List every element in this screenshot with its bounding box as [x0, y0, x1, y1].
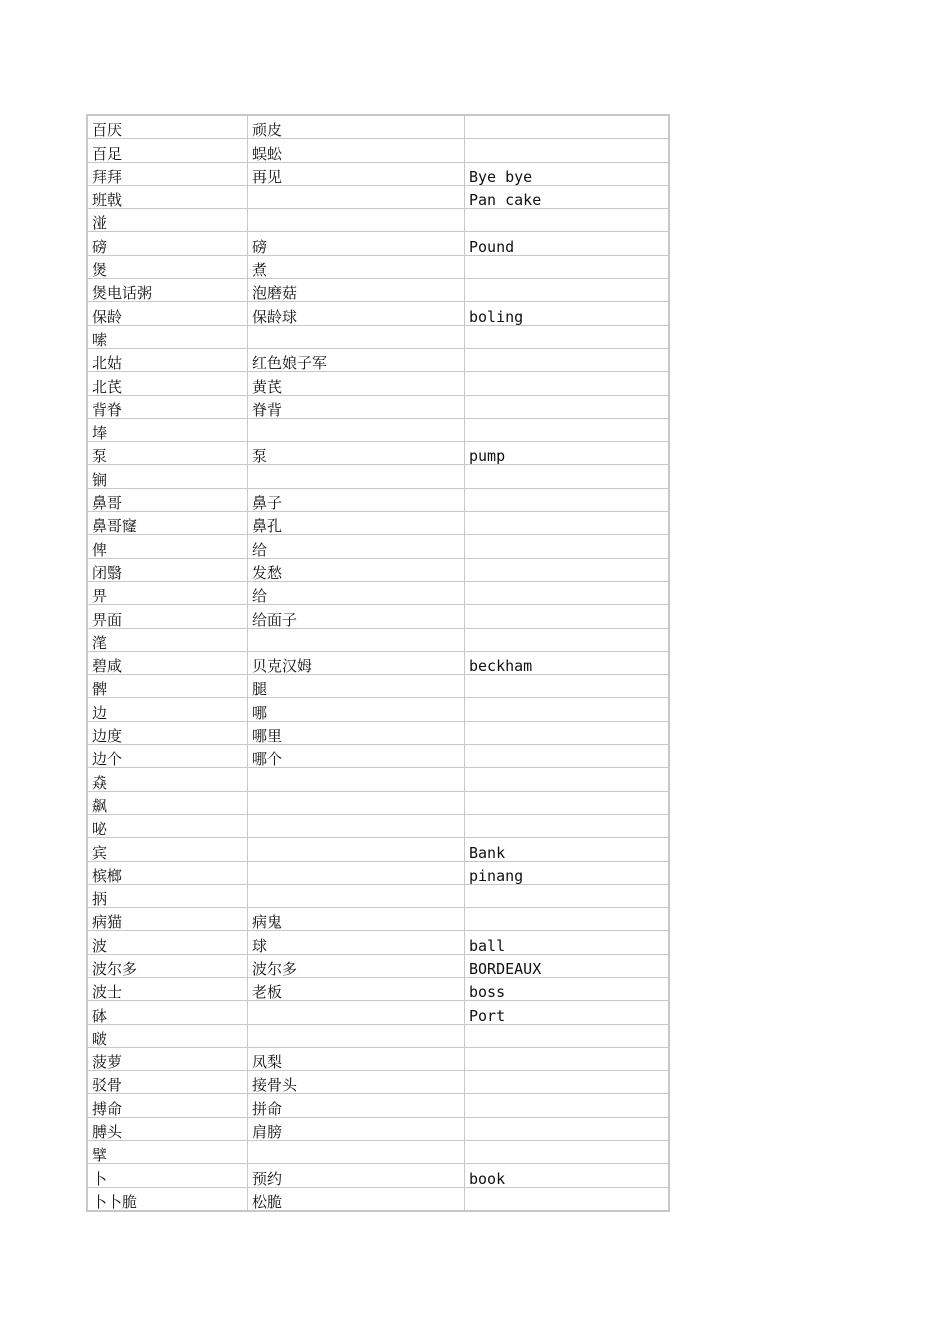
cantonese-term-cell[interactable]: 波尔多: [87, 954, 248, 977]
table-row: [87, 884, 669, 907]
table-row: [87, 698, 669, 721]
english-term-cell[interactable]: [465, 255, 670, 278]
cantonese-term-cell[interactable]: 槟榔: [87, 861, 248, 884]
table-row: [87, 1024, 669, 1047]
cantonese-term-cell[interactable]: 嗦: [87, 325, 248, 348]
english-term-cell[interactable]: [465, 395, 670, 418]
table-row: [87, 418, 669, 441]
english-term-cell[interactable]: [465, 325, 670, 348]
cantonese-term-cell[interactable]: 煲: [87, 255, 248, 278]
english-term-cell[interactable]: Pan cake: [465, 185, 670, 208]
mandarin-term-cell[interactable]: 鼻孔: [248, 512, 465, 535]
table-row: [87, 348, 669, 371]
english-term-cell[interactable]: boling: [465, 302, 670, 325]
mandarin-term-cell[interactable]: 肩膀: [248, 1117, 465, 1140]
table-row: [87, 395, 669, 418]
mandarin-term-cell[interactable]: 拼命: [248, 1094, 465, 1117]
mandarin-term-cell[interactable]: 病鬼: [248, 908, 465, 931]
english-term-cell[interactable]: [465, 418, 670, 441]
english-term-cell[interactable]: [465, 1141, 670, 1164]
cantonese-term-cell[interactable]: 锎: [87, 465, 248, 488]
cantonese-term-cell[interactable]: 卜卜脆: [87, 1187, 248, 1211]
english-term-cell[interactable]: [465, 279, 670, 302]
cantonese-term-cell[interactable]: 北芪: [87, 372, 248, 395]
cantonese-term-cell[interactable]: 宾: [87, 838, 248, 861]
cantonese-term-cell[interactable]: 飙: [87, 791, 248, 814]
table-row: [87, 931, 669, 954]
table-row: [87, 512, 669, 535]
table-row: [87, 908, 669, 931]
table-row: [87, 745, 669, 768]
table-row: [87, 838, 669, 861]
mandarin-term-cell[interactable]: 预约: [248, 1164, 465, 1187]
mandarin-term-cell[interactable]: [248, 185, 465, 208]
table-row: [87, 1117, 669, 1140]
english-term-cell[interactable]: Bank: [465, 838, 670, 861]
english-term-cell[interactable]: boss: [465, 977, 670, 1000]
english-term-cell[interactable]: [465, 745, 670, 768]
mandarin-term-cell[interactable]: 松脆: [248, 1187, 465, 1211]
mandarin-term-cell[interactable]: 哪里: [248, 721, 465, 744]
mandarin-term-cell[interactable]: 贝克汉姆: [248, 651, 465, 674]
english-term-cell[interactable]: [465, 675, 670, 698]
mandarin-term-cell[interactable]: [248, 1024, 465, 1047]
mandarin-term-cell[interactable]: [248, 209, 465, 232]
cantonese-term-cell[interactable]: 边: [87, 698, 248, 721]
cantonese-term-cell[interactable]: 卜: [87, 1164, 248, 1187]
cantonese-term-cell[interactable]: 班戟: [87, 185, 248, 208]
table-row: [87, 255, 669, 278]
mandarin-term-cell[interactable]: 给: [248, 581, 465, 604]
mandarin-term-cell[interactable]: 哪个: [248, 745, 465, 768]
table-row: [87, 442, 669, 465]
mandarin-term-cell[interactable]: 磅: [248, 232, 465, 255]
table-row: [87, 372, 669, 395]
english-term-cell[interactable]: pump: [465, 442, 670, 465]
glossary-table: [86, 114, 670, 1212]
table-row: [87, 791, 669, 814]
mandarin-term-cell[interactable]: [248, 628, 465, 651]
cantonese-term-cell[interactable]: 擘: [87, 1141, 248, 1164]
mandarin-term-cell[interactable]: [248, 884, 465, 907]
cantonese-term-cell[interactable]: 碧咸: [87, 651, 248, 674]
table-row: [87, 768, 669, 791]
english-term-cell[interactable]: [465, 558, 670, 581]
mandarin-term-cell[interactable]: 老板: [248, 977, 465, 1000]
cantonese-term-cell[interactable]: 拜拜: [87, 162, 248, 185]
cantonese-term-cell[interactable]: 边度: [87, 721, 248, 744]
cantonese-term-cell[interactable]: 波: [87, 931, 248, 954]
english-term-cell[interactable]: [465, 698, 670, 721]
mandarin-term-cell[interactable]: 再见: [248, 162, 465, 185]
table-row: [87, 139, 669, 162]
cantonese-term-cell[interactable]: 搏命: [87, 1094, 248, 1117]
table-row: [87, 651, 669, 674]
mandarin-term-cell[interactable]: [248, 1001, 465, 1024]
mandarin-term-cell[interactable]: 泡磨菇: [248, 279, 465, 302]
cantonese-term-cell[interactable]: 泵: [87, 442, 248, 465]
table-row: [87, 1047, 669, 1070]
english-term-cell[interactable]: [465, 209, 670, 232]
english-term-cell[interactable]: pinang: [465, 861, 670, 884]
cantonese-term-cell[interactable]: 抦: [87, 884, 248, 907]
english-term-cell[interactable]: [465, 1071, 670, 1094]
english-term-cell[interactable]: [465, 535, 670, 558]
table-row: [87, 1071, 669, 1094]
table-row: [87, 465, 669, 488]
table-row: [87, 721, 669, 744]
english-term-cell[interactable]: book: [465, 1164, 670, 1187]
english-term-cell[interactable]: [465, 581, 670, 604]
english-term-cell[interactable]: [465, 348, 670, 371]
english-term-cell[interactable]: [465, 814, 670, 837]
english-term-cell[interactable]: [465, 605, 670, 628]
cantonese-term-cell[interactable]: 边个: [87, 745, 248, 768]
cantonese-term-cell[interactable]: 驳骨: [87, 1071, 248, 1094]
table-row: [87, 209, 669, 232]
english-term-cell[interactable]: Port: [465, 1001, 670, 1024]
cantonese-term-cell[interactable]: 砵: [87, 1001, 248, 1024]
english-term-cell[interactable]: [465, 1047, 670, 1070]
glossary-table-body: [87, 115, 669, 1211]
mandarin-term-cell[interactable]: 哪: [248, 698, 465, 721]
cantonese-term-cell[interactable]: 菠萝: [87, 1047, 248, 1070]
table-row: [87, 325, 669, 348]
cantonese-term-cell[interactable]: 畀面: [87, 605, 248, 628]
english-term-cell[interactable]: beckham: [465, 651, 670, 674]
english-term-cell[interactable]: [465, 1024, 670, 1047]
table-row: [87, 302, 669, 325]
cantonese-term-cell[interactable]: 膊头: [87, 1117, 248, 1140]
cantonese-term-cell[interactable]: 百厌: [87, 115, 248, 139]
english-term-cell[interactable]: [465, 908, 670, 931]
cantonese-term-cell[interactable]: 髀: [87, 675, 248, 698]
mandarin-term-cell[interactable]: 泵: [248, 442, 465, 465]
english-term-cell[interactable]: [465, 1117, 670, 1140]
table-row: [87, 977, 669, 1000]
mandarin-term-cell[interactable]: 黄芪: [248, 372, 465, 395]
cantonese-term-cell[interactable]: 背脊: [87, 395, 248, 418]
mandarin-term-cell[interactable]: 红色娘子军: [248, 348, 465, 371]
mandarin-term-cell[interactable]: 脊背: [248, 395, 465, 418]
cantonese-term-cell[interactable]: 波士: [87, 977, 248, 1000]
english-term-cell[interactable]: [465, 488, 670, 511]
table-row: [87, 605, 669, 628]
cantonese-term-cell[interactable]: 咇: [87, 814, 248, 837]
table-row: [87, 1094, 669, 1117]
cantonese-term-cell[interactable]: 北姑: [87, 348, 248, 371]
table-row: [87, 558, 669, 581]
table-row: [87, 279, 669, 302]
english-term-cell[interactable]: [465, 139, 670, 162]
cantonese-term-cell[interactable]: 百足: [87, 139, 248, 162]
mandarin-term-cell[interactable]: 给: [248, 535, 465, 558]
table-row: [87, 162, 669, 185]
mandarin-term-cell[interactable]: 腿: [248, 675, 465, 698]
cantonese-term-cell[interactable]: 磅: [87, 232, 248, 255]
table-row: [87, 488, 669, 511]
english-term-cell[interactable]: [465, 721, 670, 744]
mandarin-term-cell[interactable]: [248, 814, 465, 837]
mandarin-term-cell[interactable]: [248, 418, 465, 441]
table-row: [87, 185, 669, 208]
cantonese-term-cell[interactable]: 闭翳: [87, 558, 248, 581]
mandarin-term-cell[interactable]: [248, 791, 465, 814]
english-term-cell[interactable]: [465, 768, 670, 791]
table-row: [87, 535, 669, 558]
mandarin-term-cell[interactable]: 鼻子: [248, 488, 465, 511]
cantonese-term-cell[interactable]: 猋: [87, 768, 248, 791]
table-row: [87, 581, 669, 604]
mandarin-term-cell[interactable]: [248, 465, 465, 488]
english-term-cell[interactable]: [465, 1094, 670, 1117]
table-row: [87, 1001, 669, 1024]
english-term-cell[interactable]: [465, 512, 670, 535]
cantonese-term-cell[interactable]: 畀: [87, 581, 248, 604]
cantonese-term-cell[interactable]: 鼻哥: [87, 488, 248, 511]
cantonese-term-cell[interactable]: 湴: [87, 209, 248, 232]
english-term-cell[interactable]: BORDEAUX: [465, 954, 670, 977]
english-term-cell[interactable]: [465, 791, 670, 814]
cantonese-term-cell[interactable]: 保龄: [87, 302, 248, 325]
table-row: [87, 1187, 669, 1211]
table-row: [87, 628, 669, 651]
english-term-cell[interactable]: [465, 115, 670, 139]
mandarin-term-cell[interactable]: 发愁: [248, 558, 465, 581]
mandarin-term-cell[interactable]: 煮: [248, 255, 465, 278]
table-row: [87, 861, 669, 884]
mandarin-term-cell[interactable]: 保龄球: [248, 302, 465, 325]
mandarin-term-cell[interactable]: [248, 861, 465, 884]
english-term-cell[interactable]: Pound: [465, 232, 670, 255]
mandarin-term-cell[interactable]: 球: [248, 931, 465, 954]
cantonese-term-cell[interactable]: 啵: [87, 1024, 248, 1047]
mandarin-term-cell[interactable]: 顽皮: [248, 115, 465, 139]
mandarin-term-cell[interactable]: 接骨头: [248, 1071, 465, 1094]
english-term-cell[interactable]: [465, 884, 670, 907]
table-row: [87, 232, 669, 255]
cantonese-term-cell[interactable]: 滗: [87, 628, 248, 651]
table-row: [87, 675, 669, 698]
english-term-cell[interactable]: [465, 372, 670, 395]
mandarin-term-cell[interactable]: 凤梨: [248, 1047, 465, 1070]
english-term-cell[interactable]: Bye bye: [465, 162, 670, 185]
cantonese-term-cell[interactable]: 煲电话粥: [87, 279, 248, 302]
table-row: [87, 1164, 669, 1187]
table-row: [87, 954, 669, 977]
table-row: [87, 1141, 669, 1164]
english-term-cell[interactable]: [465, 628, 670, 651]
cantonese-term-cell[interactable]: 埲: [87, 418, 248, 441]
cantonese-term-cell[interactable]: 病猫: [87, 908, 248, 931]
mandarin-term-cell[interactable]: [248, 838, 465, 861]
table-row: [87, 115, 669, 139]
mandarin-term-cell[interactable]: [248, 1141, 465, 1164]
english-term-cell[interactable]: [465, 1187, 670, 1211]
mandarin-term-cell[interactable]: 波尔多: [248, 954, 465, 977]
cantonese-term-cell[interactable]: 鼻哥窿: [87, 512, 248, 535]
table-row: [87, 814, 669, 837]
cantonese-term-cell[interactable]: 俾: [87, 535, 248, 558]
mandarin-term-cell[interactable]: 给面子: [248, 605, 465, 628]
english-term-cell[interactable]: ball: [465, 931, 670, 954]
mandarin-term-cell[interactable]: [248, 325, 465, 348]
spreadsheet-page: [86, 114, 668, 1212]
mandarin-term-cell[interactable]: 蜈蚣: [248, 139, 465, 162]
english-term-cell[interactable]: [465, 465, 670, 488]
mandarin-term-cell[interactable]: [248, 768, 465, 791]
